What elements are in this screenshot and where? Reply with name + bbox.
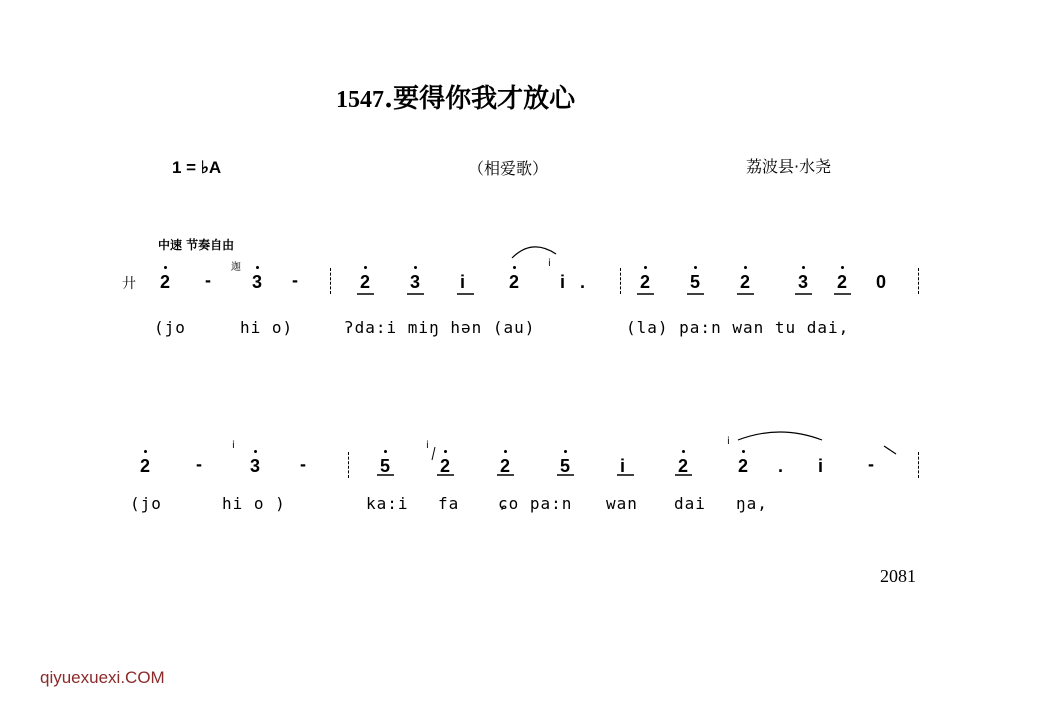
- note: 2: [738, 456, 749, 476]
- octave-dot: [742, 450, 745, 453]
- grace-note: i: [426, 440, 429, 451]
- note-dash: -: [300, 454, 306, 474]
- octave-dot: [564, 450, 567, 453]
- octave-dot: [504, 450, 507, 453]
- song-number: 1547: [336, 87, 384, 113]
- ornament-mark: 迦: [231, 262, 241, 273]
- note-dot: .: [778, 456, 784, 476]
- lyric: hi o ): [222, 494, 286, 513]
- subtitle: （相爱歌）: [468, 159, 549, 178]
- note-dash: -: [868, 454, 874, 474]
- note: i: [560, 272, 566, 292]
- free-rhythm-mark: 廾: [122, 276, 136, 292]
- barline: [348, 452, 349, 478]
- place-attribution: 荔波县·水尧: [746, 157, 832, 176]
- note: 5: [380, 456, 391, 476]
- note: 2: [440, 456, 451, 476]
- song-name: 要得你我才放心: [393, 84, 576, 114]
- note: 2: [640, 272, 651, 292]
- site-watermark: qiyuexuexi.COM: [40, 668, 165, 687]
- octave-dot: [384, 450, 387, 453]
- lyric: fa: [438, 494, 460, 513]
- grace-note: i: [548, 258, 551, 269]
- note: 3: [798, 272, 809, 292]
- note: 2: [837, 272, 848, 292]
- key-signature: 1 = ♭A: [172, 158, 222, 177]
- lyric: (jo: [130, 494, 162, 513]
- lyric: dai: [674, 494, 706, 513]
- page-number: 2081: [880, 566, 916, 586]
- note: 5: [560, 456, 571, 476]
- octave-dot: [682, 450, 685, 453]
- octave-dot: [254, 450, 257, 453]
- note: 2: [360, 272, 371, 292]
- note: 2: [500, 456, 511, 476]
- barline: [918, 452, 919, 478]
- note: i: [460, 272, 466, 292]
- lyric: (la) pa:n wan tu dai,: [626, 318, 850, 337]
- lyric: wan: [606, 494, 638, 513]
- grace-note: i: [727, 436, 730, 447]
- octave-dot: [444, 450, 447, 453]
- note-dot: .: [580, 272, 586, 292]
- lyric: ʔda:i miŋ hən (au): [344, 318, 536, 337]
- note: i: [818, 456, 824, 476]
- lyric: hi o): [240, 318, 294, 337]
- note: 3: [252, 272, 263, 292]
- octave-dot: [144, 450, 147, 453]
- lyric: ŋa,: [736, 494, 768, 513]
- note: i: [620, 456, 626, 476]
- grace-note: i: [232, 440, 235, 451]
- note: 2: [140, 456, 151, 476]
- note: 0: [876, 272, 887, 292]
- note: 2: [740, 272, 751, 292]
- note: 2: [160, 272, 171, 292]
- title-separator: .: [384, 84, 394, 114]
- tempo-marking: 中速 节奏自由: [158, 238, 235, 252]
- lyric: ka:i: [366, 494, 409, 513]
- note: 3: [250, 456, 261, 476]
- note-dash: -: [196, 454, 202, 474]
- note: 2: [678, 456, 689, 476]
- note: 3: [410, 272, 421, 292]
- lyric: (jo: [154, 318, 186, 337]
- note-dash: -: [292, 270, 298, 290]
- note: 2: [509, 272, 520, 292]
- note: 5: [690, 272, 701, 292]
- note-dash: -: [205, 270, 211, 290]
- lyric: ɕo pa:n: [498, 494, 573, 513]
